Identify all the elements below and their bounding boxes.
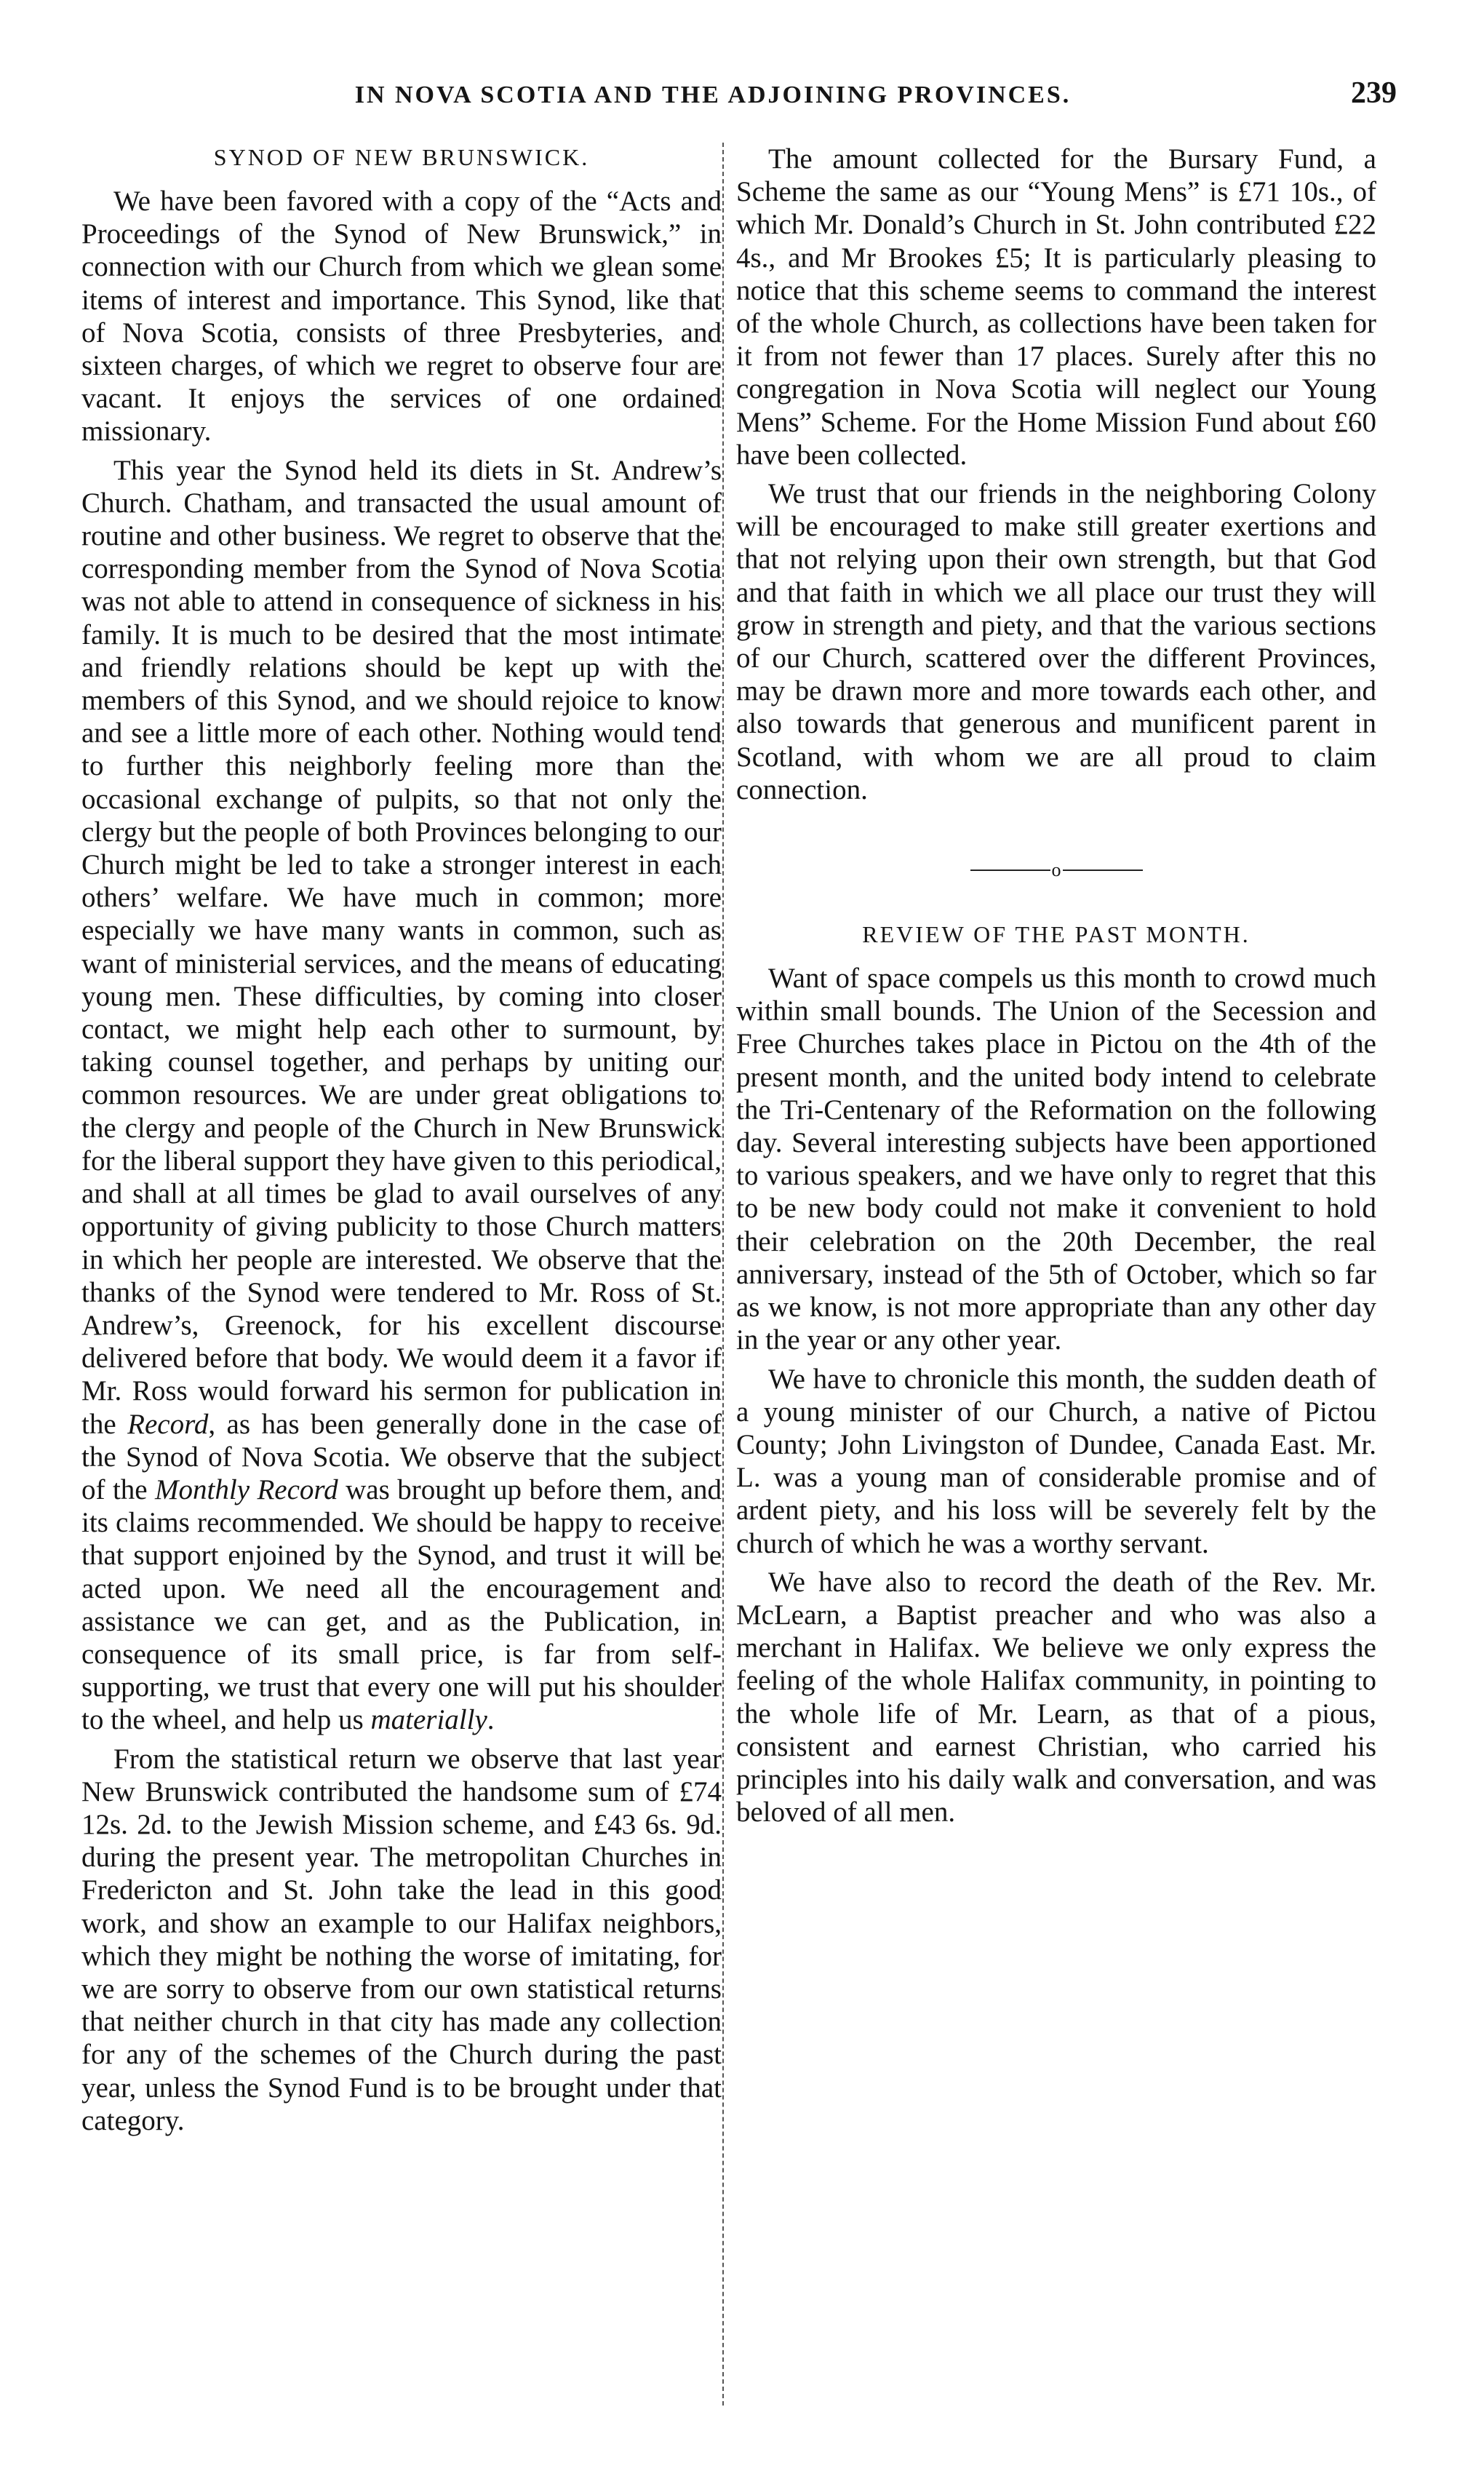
separator-line-left: [970, 870, 1050, 871]
synod-paragraph-5: We trust that our friends in the neighboring Colony will be encouraged to make still greater exertions and that not relying upon their own strength, but that God and that faith in which we all place our trust they will grow in strength and piety, and that the various sections of our Church, scattered over the different Provinces, may be drawn more and more towards each other, and also towards that generous and munificent parent in Scotland, with whom we are all proud to claim connection.: [736, 478, 1376, 805]
synod-paragraph-2: This year the Synod held its diets in St. Andrew’s Church. Chatham, and transacted the usual amount of routine and other business. We regret to observe that the corresponding member from the Synod of Nova Scotia was not able to attend in consequence of sickness in his family. It is much to be desired that the most intimate and friendly relations should be kept up with the members of this Synod, and we should rejoice to know and see a little more of each other. Nothing would tend to further this neighborly feeling more than the occasional exchange of pulpits, so that not only the clergy but the people of both Provinces belonging to our Church might be led to take a stronger interest in each others’ welfare. We have much in common; more especially we have many wants in common, such as want of ministerial services, and the means of educating young men. These difficulties, by coming into closer contact, we might help each other to surmount, by taking counsel together, and perhaps by uniting our common resources. We are under great obligations to the clergy and people of the Church in New Brunswick for the liberal support they have given to this periodical, and shall at all times be glad to avail ourselves of any opportunity of giving publicity to those Church matters in which her people are interested. We observe that the thanks of the Synod were tendered to Mr. Ross of St. Andrew’s, Greenock, for his excellent discourse delivered before that body. We would deem it a favor if Mr. Ross would forward his sermon for publication in the Record, as has been generally done in the case of the Synod of Nova Scotia. We observe that the subject of the Monthly Record was brought up before them, and its claims recommended. We should be happy to receive that support enjoined by the Synod, and trust it will be acted upon. We need all the encouragement and assistance we can get, and as the Publication, in consequence of its small price, is far from self-supporting, we trust that every one will put his shoulder to the wheel, and help us materially.: [81, 454, 722, 1736]
page-number: 239: [1351, 76, 1397, 110]
review-paragraph-3: We have also to record the death of the Rev. Mr. McLearn, a Baptist preacher and who was also a merchant in Halifax. We believe we only express the feeling of the whole Halifax community, in pointing to the whole life of Mr. Learn, as that of a pious, consistent and earnest Christian, who carried his principles into his daily walk and conversation, and was beloved of all men.: [736, 1566, 1376, 1829]
synod-heading: SYNOD OF NEW BRUNSWICK.: [213, 144, 590, 170]
synod-paragraph-2-text-b: , as has been generally done in the case of the Synod of Nova Scotia. We observe that the subject of the: [81, 1408, 722, 1505]
monthly-record-title: Monthly Record: [155, 1473, 338, 1505]
synod-paragraph-3: From the statistical return we observe that last year New Brunswick contributed the handsome sum of £74 12s. 2d. to the Jewish Mission scheme, and £43 6s. 9d. during the present year. The metropolitan Churches in Fredericton and St. John take the lead in this good work, and show an example to our Halifax neighbors, which they might be nothing the worse of imitating, for we are sorry to observe from our own statistical returns that neither church in that city has made any collection for any of the schemes of the Church during the past year, unless the Synod Fund is to be brought under that category.: [81, 1743, 722, 2136]
record-title: Record: [127, 1408, 209, 1440]
separator-mark: o: [1051, 859, 1061, 881]
synod-paragraph-2-text: This year the Synod held its diets in St. Andrew’s Church. Chatham, and transacted the usual amount of routine and other business. We regret to observe that the corresponding member from the Synod of Nova Scotia was not able to attend in consequence of sickness in his family. It is much to be desired that the most intimate and friendly relations should be kept up with the members of this Synod, and we should rejoice to know and see a little more of each other. Nothing would tend to further this neighborly feeling more than the occasional exchange of pulpits, so that not only the clergy but the people of both Provinces belonging to our Church might be led to take a stronger interest in each others’ welfare. We have much in common; more especially we have many wants in common, such as want of ministerial services, and the means of educating young men. These difficulties, by coming into closer contact, we might help each other to surmount, by taking counsel together, and perhaps by uniting our common resources. We are under great obligations to the clergy and people of the Church in New Brunswick for the liberal support they have given to this periodical, and shall at all times be glad to avail ourselves of any opportunity of giving publicity to those Church matters in which her people are interested. We observe that the thanks of the Synod were tendered to Mr. Ross of St. Andrew’s, Greenock, for his excellent discourse delivered before that body. We would deem it a favor if Mr. Ross would forward his sermon for publication in the: [81, 454, 722, 1440]
review-paragraph-1: Want of space compels us this month to crowd much within small bounds. The Union of the Secession and Free Churches takes place in Pictou on the 4th of the present month, and the united body intend to celebrate the Tri-Centenary of the Reformation on the following day. Several interesting subjects have been apportioned to various speakers, and we have only to regret that this to be new body could not make it convenient to hold their celebration on the 20th December, the real anniversary, instead of the 5th of October, which so far as we know, is not more appropriate than any other day in the year or any other year.: [736, 963, 1376, 1356]
column-divider: [722, 143, 724, 2406]
synod-paragraph-4: The amount collected for the Bursary Fund, a Scheme the same as our “Young Mens” is £71 10s., of which Mr. Donald’s Church in St. John contributed £22 4s., and Mr Brookes £5; It is particularly pleasing to notice that this scheme seems to command the interest of the whole Church, as collections have been taken for it from not fewer than 17 places. Surely after this no congregation in Nova Scotia will neglect our Young Mens” Scheme. For the Home Mission Fund about £60 have been collected.: [736, 143, 1376, 471]
section-separator: [736, 851, 1376, 881]
synod-paragraph-1: We have been favored with a copy of the “Acts and Proceedings of the Synod of New Brunswick,” in connection with our Church from which we glean some items of interest and importance. This Synod, like that of Nova Scotia, consists of three Presbyteries, and sixteen charges, of which we regret to observe four are vacant. It enjoys the services of one ordained missionary.: [81, 186, 722, 447]
review-heading: REVIEW OF THE PAST MONTH.: [862, 921, 1250, 948]
separator-line-right: [1063, 870, 1143, 871]
materially-word: materially: [370, 1704, 487, 1736]
synod-paragraph-2-text-c: was brought up before them, and its claims recommended. We should be happy to receive that support enjoined by the Synod, and trust it will be acted upon. We need all the encouragement and assistance we can get, and as the Publication, in consequence of its small price, is far from self-supporting, we trust that every one will put his shoulder to the wheel, and help us: [81, 1473, 722, 1736]
running-title: IN NOVA SCOTIA AND THE ADJOINING PROVINCES.: [354, 81, 1072, 108]
left-column: [81, 143, 722, 2143]
right-column: [736, 143, 1376, 1834]
review-paragraph-2: We have to chronicle this month, the sudden death of a young minister of our Church, a native of Pictou County; John Livingston of Dundee, Canada East. Mr. L. was a young man of considerable promise and of ardent piety, and his loss will be severely felt by the church of which he was a worthy servant.: [736, 1363, 1376, 1559]
